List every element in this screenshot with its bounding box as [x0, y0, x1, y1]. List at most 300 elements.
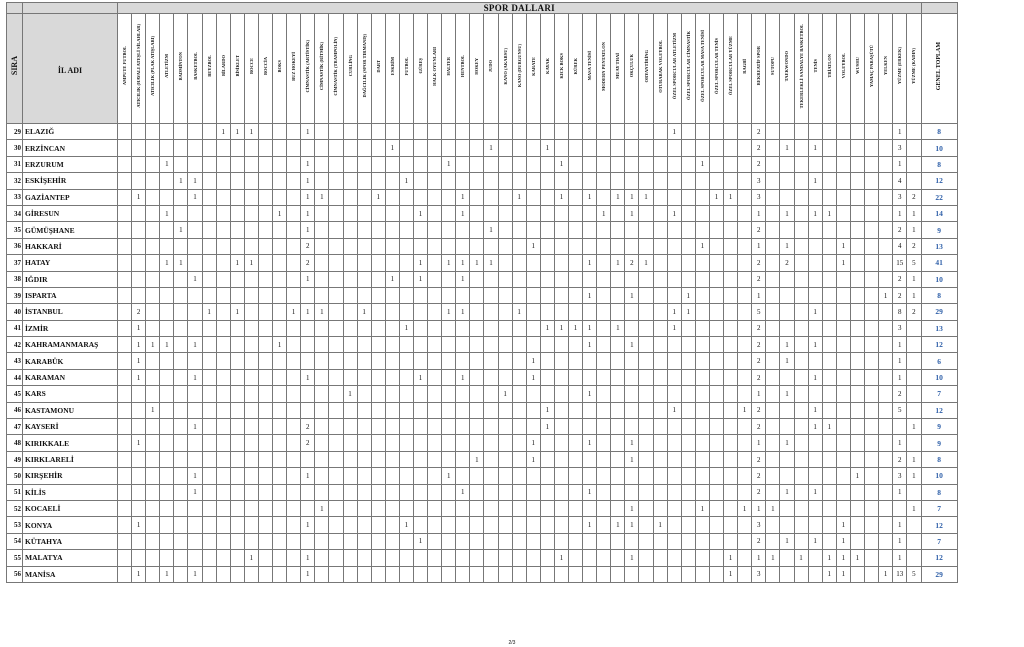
count-cell — [442, 500, 456, 516]
province-sports-table — [6, 2, 958, 583]
count-cell — [258, 566, 272, 582]
count-cell — [174, 500, 188, 516]
count-cell — [639, 304, 653, 320]
count-cell — [540, 238, 554, 254]
count-cell — [611, 156, 625, 172]
count-cell: 1 — [780, 435, 794, 451]
count-cell — [385, 222, 399, 238]
count-cell — [244, 386, 258, 402]
count-cell: 1 — [244, 550, 258, 566]
sira-cell: 45 — [7, 386, 23, 402]
count-cell — [822, 451, 836, 467]
count-cell: 1 — [188, 566, 202, 582]
count-cell — [780, 369, 794, 385]
table-row — [7, 402, 958, 418]
count-cell — [258, 435, 272, 451]
sport-column-header — [879, 14, 893, 124]
sport-column-label: SUTOPU — [770, 56, 776, 76]
count-cell — [258, 173, 272, 189]
count-cell — [597, 419, 611, 435]
count-cell — [498, 156, 512, 172]
count-cell — [371, 484, 385, 500]
count-cell — [258, 369, 272, 385]
count-cell — [526, 386, 540, 402]
count-cell — [738, 320, 752, 336]
count-cell — [583, 222, 597, 238]
count-cell — [709, 337, 723, 353]
count-cell — [738, 271, 752, 287]
count-cell — [597, 255, 611, 271]
count-cell: 5 — [907, 255, 921, 271]
count-cell — [258, 156, 272, 172]
count-cell — [653, 419, 667, 435]
count-cell — [399, 124, 413, 140]
count-cell — [611, 124, 625, 140]
count-cell — [216, 271, 230, 287]
sira-cell: 50 — [7, 468, 23, 484]
count-cell: 1 — [667, 124, 681, 140]
count-cell — [808, 320, 822, 336]
count-cell: 1 — [540, 419, 554, 435]
count-cell — [879, 337, 893, 353]
count-cell — [456, 287, 470, 303]
table-row — [7, 173, 958, 189]
count-cell — [850, 189, 864, 205]
count-cell — [836, 500, 850, 516]
count-cell — [583, 140, 597, 156]
count-cell: 1 — [667, 205, 681, 221]
count-cell — [653, 500, 667, 516]
count-cell — [611, 386, 625, 402]
count-cell — [202, 320, 216, 336]
count-cell — [766, 337, 780, 353]
sport-column-label: DART — [375, 59, 381, 73]
sport-column-label: BİLARDO — [220, 55, 226, 77]
count-cell — [202, 189, 216, 205]
count-cell — [428, 386, 442, 402]
count-cell — [456, 533, 470, 549]
count-cell — [738, 468, 752, 484]
count-cell — [413, 320, 427, 336]
count-cell — [512, 140, 526, 156]
sport-column-header — [484, 14, 498, 124]
count-cell — [836, 140, 850, 156]
count-cell — [385, 566, 399, 582]
count-cell — [850, 205, 864, 221]
count-cell — [583, 468, 597, 484]
count-cell: 1 — [160, 255, 174, 271]
count-cell — [244, 369, 258, 385]
count-cell: 1 — [160, 156, 174, 172]
count-cell — [540, 156, 554, 172]
count-cell — [132, 468, 146, 484]
count-cell — [569, 238, 583, 254]
count-cell — [258, 140, 272, 156]
count-cell — [794, 402, 808, 418]
count-cell — [470, 468, 484, 484]
count-cell — [329, 287, 343, 303]
count-cell — [329, 353, 343, 369]
count-cell — [315, 419, 329, 435]
count-cell — [822, 140, 836, 156]
count-cell — [709, 517, 723, 533]
count-cell — [428, 320, 442, 336]
count-cell — [498, 287, 512, 303]
count-cell — [371, 222, 385, 238]
count-cell — [907, 533, 921, 549]
count-cell — [695, 533, 709, 549]
count-cell — [315, 369, 329, 385]
count-cell — [653, 304, 667, 320]
count-cell: 1 — [132, 353, 146, 369]
count-cell: 1 — [526, 353, 540, 369]
sport-column-label: ATICILIK (HAVALI ATEŞLİ SİLAHLAR) — [136, 24, 142, 108]
count-cell — [611, 402, 625, 418]
count-cell — [879, 156, 893, 172]
count-cell — [611, 533, 625, 549]
count-cell: 1 — [160, 205, 174, 221]
count-cell — [850, 255, 864, 271]
count-cell: 1 — [301, 369, 315, 385]
count-cell — [357, 550, 371, 566]
count-cell — [583, 238, 597, 254]
count-cell — [174, 304, 188, 320]
count-cell: 3 — [893, 320, 907, 336]
province-cell: İSTANBUL — [23, 304, 118, 320]
count-cell — [808, 189, 822, 205]
count-cell — [343, 369, 357, 385]
count-cell — [653, 271, 667, 287]
count-cell — [244, 156, 258, 172]
count-cell — [329, 156, 343, 172]
count-cell: 1 — [625, 205, 639, 221]
count-cell — [695, 189, 709, 205]
count-cell — [202, 533, 216, 549]
count-cell — [639, 337, 653, 353]
count-cell — [202, 205, 216, 221]
count-cell — [470, 238, 484, 254]
count-cell — [512, 484, 526, 500]
count-cell — [118, 124, 132, 140]
count-cell — [287, 271, 301, 287]
count-cell — [287, 238, 301, 254]
count-cell — [512, 550, 526, 566]
count-cell: 2 — [752, 320, 766, 336]
sport-column-label: HALTER — [446, 56, 452, 76]
sport-column-label: BOCCİA — [262, 56, 268, 75]
count-cell — [836, 337, 850, 353]
count-cell — [822, 468, 836, 484]
count-cell — [709, 287, 723, 303]
count-cell — [724, 386, 738, 402]
count-cell — [202, 419, 216, 435]
count-cell — [597, 124, 611, 140]
count-cell — [244, 337, 258, 353]
count-cell — [738, 173, 752, 189]
count-cell — [512, 402, 526, 418]
count-cell — [794, 500, 808, 516]
total-cell: 13 — [921, 320, 957, 336]
count-cell — [258, 337, 272, 353]
count-cell — [315, 205, 329, 221]
count-cell — [724, 287, 738, 303]
count-cell — [554, 271, 568, 287]
count-cell — [329, 435, 343, 451]
count-cell — [216, 238, 230, 254]
count-cell: 2 — [752, 369, 766, 385]
count-cell — [216, 304, 230, 320]
count-cell: 1 — [583, 320, 597, 336]
count-cell — [273, 369, 287, 385]
count-cell — [836, 173, 850, 189]
count-cell: 1 — [780, 140, 794, 156]
count-cell — [413, 566, 427, 582]
count-cell — [611, 435, 625, 451]
count-cell — [850, 156, 864, 172]
count-cell — [512, 337, 526, 353]
count-cell — [498, 271, 512, 287]
count-cell — [456, 386, 470, 402]
count-cell — [681, 402, 695, 418]
count-cell — [907, 386, 921, 402]
count-cell — [709, 173, 723, 189]
count-cell — [132, 255, 146, 271]
count-cell — [442, 238, 456, 254]
count-cell: 1 — [681, 287, 695, 303]
count-cell — [146, 304, 160, 320]
sport-column-header — [399, 14, 413, 124]
count-cell — [639, 550, 653, 566]
count-cell — [766, 173, 780, 189]
count-cell — [428, 304, 442, 320]
count-cell — [399, 566, 413, 582]
sport-column-label: KAYAK — [544, 58, 550, 74]
count-cell: 1 — [315, 500, 329, 516]
count-cell: 1 — [132, 337, 146, 353]
count-cell — [244, 173, 258, 189]
count-cell: 1 — [597, 205, 611, 221]
count-cell — [836, 468, 850, 484]
count-cell — [343, 500, 357, 516]
sira-cell: 37 — [7, 255, 23, 271]
sira-cell: 52 — [7, 500, 23, 516]
count-cell — [569, 255, 583, 271]
count-cell — [244, 287, 258, 303]
count-cell — [230, 484, 244, 500]
count-cell — [428, 451, 442, 467]
count-cell — [540, 205, 554, 221]
sport-column-header — [907, 14, 921, 124]
province-cell: HATAY — [23, 255, 118, 271]
count-cell — [287, 189, 301, 205]
count-cell — [357, 287, 371, 303]
count-cell — [583, 205, 597, 221]
count-cell — [822, 222, 836, 238]
count-cell: 2 — [752, 419, 766, 435]
count-cell — [146, 271, 160, 287]
count-cell — [667, 156, 681, 172]
count-cell — [484, 353, 498, 369]
sira-cell: 40 — [7, 304, 23, 320]
count-cell — [667, 484, 681, 500]
count-cell — [850, 287, 864, 303]
count-cell — [681, 550, 695, 566]
count-cell: 1 — [794, 550, 808, 566]
count-cell — [174, 189, 188, 205]
count-cell — [118, 369, 132, 385]
total-cell: 8 — [921, 124, 957, 140]
total-cell: 22 — [921, 189, 957, 205]
count-cell: 1 — [399, 517, 413, 533]
count-cell — [244, 222, 258, 238]
count-cell — [639, 402, 653, 418]
count-cell — [864, 468, 878, 484]
table-row — [7, 304, 958, 320]
count-cell — [428, 566, 442, 582]
sira-cell: 34 — [7, 205, 23, 221]
count-cell — [343, 140, 357, 156]
count-cell — [695, 205, 709, 221]
count-cell — [639, 238, 653, 254]
count-cell: 2 — [752, 156, 766, 172]
count-cell — [174, 550, 188, 566]
count-cell — [695, 517, 709, 533]
count-cell — [230, 238, 244, 254]
count-cell: 1 — [132, 369, 146, 385]
count-cell: 1 — [907, 468, 921, 484]
count-cell — [287, 468, 301, 484]
count-cell — [413, 156, 427, 172]
count-cell — [146, 533, 160, 549]
count-cell — [526, 419, 540, 435]
sport-column-label: ESKRİM — [389, 56, 395, 76]
count-cell: 1 — [301, 124, 315, 140]
count-cell — [357, 271, 371, 287]
count-cell: 1 — [146, 402, 160, 418]
count-cell — [470, 156, 484, 172]
count-cell — [456, 402, 470, 418]
sport-column-header — [216, 14, 230, 124]
sport-column-label: BOKS — [277, 59, 283, 73]
sport-column-label: VOLEYBOL — [840, 53, 846, 79]
sport-column-label: GÜREŞ — [418, 58, 424, 74]
count-cell — [653, 435, 667, 451]
count-cell — [202, 271, 216, 287]
count-cell: 1 — [442, 255, 456, 271]
sira-cell: 30 — [7, 140, 23, 156]
count-cell — [470, 189, 484, 205]
count-cell — [301, 402, 315, 418]
count-cell — [357, 156, 371, 172]
count-cell — [554, 205, 568, 221]
count-cell — [456, 419, 470, 435]
count-cell — [230, 500, 244, 516]
count-cell — [456, 451, 470, 467]
count-cell — [132, 238, 146, 254]
count-cell — [653, 484, 667, 500]
count-cell: 1 — [188, 173, 202, 189]
count-cell — [343, 287, 357, 303]
count-cell: 2 — [780, 255, 794, 271]
count-cell — [822, 402, 836, 418]
count-cell — [357, 124, 371, 140]
count-cell — [724, 124, 738, 140]
count-cell — [780, 271, 794, 287]
count-cell — [385, 304, 399, 320]
count-cell — [738, 533, 752, 549]
count-cell — [879, 402, 893, 418]
count-cell — [132, 156, 146, 172]
count-cell: 1 — [808, 304, 822, 320]
count-cell — [329, 173, 343, 189]
count-cell — [230, 435, 244, 451]
count-cell: 1 — [357, 304, 371, 320]
count-cell — [709, 484, 723, 500]
count-cell — [766, 304, 780, 320]
count-cell — [160, 173, 174, 189]
count-cell — [118, 500, 132, 516]
count-cell — [597, 550, 611, 566]
count-cell: 1 — [752, 500, 766, 516]
sport-column-label: ÖZEL SPORCULAR CİMNASTİK — [685, 31, 691, 101]
count-cell — [794, 287, 808, 303]
count-cell: 1 — [146, 337, 160, 353]
count-cell — [357, 369, 371, 385]
count-cell — [399, 419, 413, 435]
count-cell — [385, 255, 399, 271]
count-cell — [442, 419, 456, 435]
count-cell — [188, 320, 202, 336]
count-cell — [766, 156, 780, 172]
count-cell: 3 — [893, 140, 907, 156]
count-cell — [287, 205, 301, 221]
count-cell — [244, 484, 258, 500]
sira-cell: 56 — [7, 566, 23, 582]
count-cell — [146, 353, 160, 369]
count-cell: 1 — [695, 238, 709, 254]
count-cell — [484, 468, 498, 484]
count-cell — [258, 451, 272, 467]
count-cell: 1 — [724, 189, 738, 205]
count-cell — [428, 353, 442, 369]
count-cell — [738, 255, 752, 271]
count-cell — [794, 238, 808, 254]
count-cell — [850, 353, 864, 369]
count-cell — [907, 337, 921, 353]
count-cell — [287, 320, 301, 336]
count-cell — [287, 369, 301, 385]
count-cell — [681, 369, 695, 385]
count-cell — [470, 533, 484, 549]
count-cell — [611, 140, 625, 156]
sira-cell: 46 — [7, 402, 23, 418]
count-cell — [583, 419, 597, 435]
count-cell — [540, 500, 554, 516]
count-cell — [724, 238, 738, 254]
count-cell: 2 — [752, 484, 766, 500]
count-cell: 1 — [724, 566, 738, 582]
count-cell: 1 — [315, 304, 329, 320]
count-cell — [526, 566, 540, 582]
count-cell — [160, 435, 174, 451]
count-cell — [132, 140, 146, 156]
header-band-row — [7, 3, 958, 14]
count-cell: 1 — [132, 320, 146, 336]
count-cell — [343, 320, 357, 336]
count-cell — [470, 320, 484, 336]
count-cell — [639, 517, 653, 533]
count-cell — [709, 156, 723, 172]
